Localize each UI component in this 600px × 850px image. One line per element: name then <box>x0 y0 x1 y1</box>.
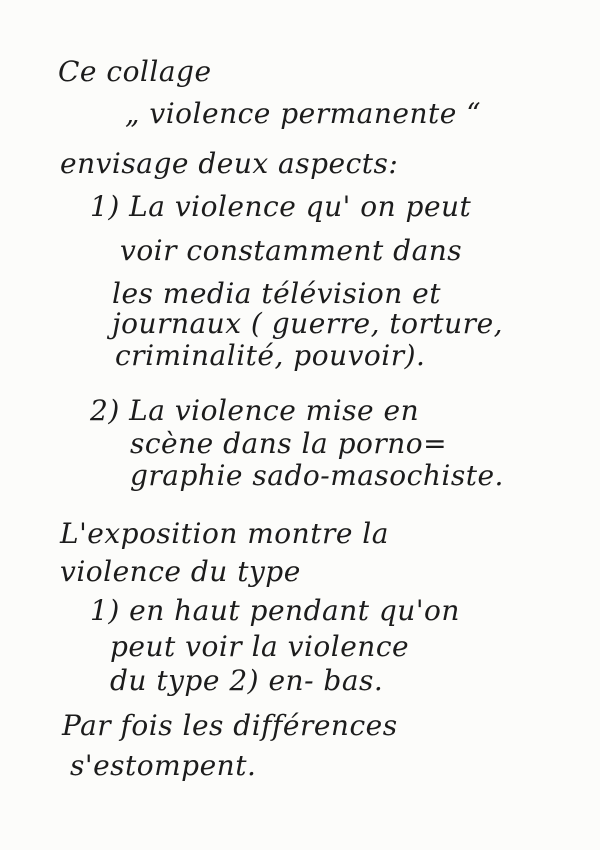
note-line-18: s'estompent. <box>70 749 257 782</box>
note-line-4: 1) La violence qu' on peut <box>90 190 472 223</box>
note-line-1: Ce collage <box>58 55 212 88</box>
note-line-16: du type 2) en- bas. <box>110 664 384 697</box>
note-line-13: violence du type <box>60 555 301 588</box>
note-line-8: criminalité, pouvoir). <box>115 339 426 372</box>
note-line-7: journaux ( guerre, torture, <box>112 307 504 340</box>
note-line-10: scène dans la porno= <box>130 427 448 460</box>
note-line-9: 2) La violence mise en <box>90 394 420 427</box>
note-line-14: 1) en haut pendant qu'on <box>90 594 460 627</box>
note-line-2: „ violence permanente “ <box>125 97 482 130</box>
note-line-3: envisage deux aspects: <box>60 147 399 180</box>
note-line-12: L'exposition montre la <box>60 517 389 550</box>
note-line-15: peut voir la violence <box>110 630 410 663</box>
note-line-11: graphie sado-masochiste. <box>130 459 504 492</box>
note-line-6: les media télévision et <box>112 277 441 310</box>
note-line-17: Par fois les différences <box>62 709 398 742</box>
note-line-5: voir constamment dans <box>120 234 463 267</box>
